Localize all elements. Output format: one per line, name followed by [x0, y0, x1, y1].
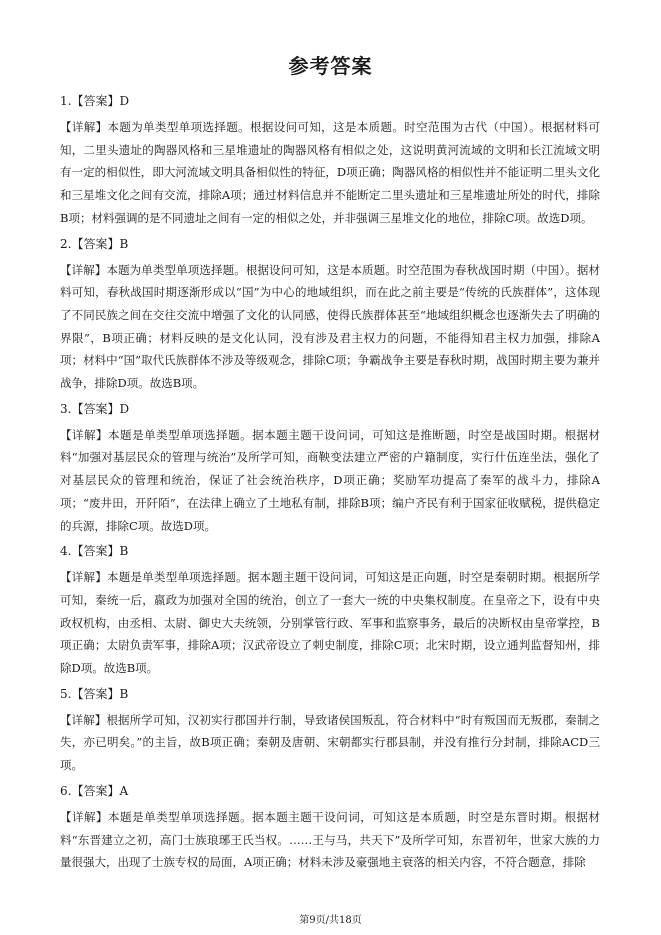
answer-3-explanation: 【详解】本题是单类型单项选择题。据本题主题干设问词，可知这是推断题，时空是战国时期。根据材料“加强对基层民众的管理与统治”及所学可知，商鞅变法建立严密的户籍制度，实行什伍连坐法，强化了对基层民众的管理和统治，保证了社会统治秩序，D项正确；奖励军功提高了秦军的战斗力，排除A项；“废井田，开阡陌”，在法律上确立了土地私有制，排除B项；编户齐民有利于国家征收赋税，提供稳定的兵源，排除C项。故选D项。: [60, 427, 600, 533]
answer-1-label: 1.【答案】D: [60, 94, 130, 108]
answer-5-label: 5.【答案】B: [60, 686, 129, 701]
page-number-footer: 第9页/共18页: [299, 915, 362, 926]
answer-2-label: 2.【答案】B: [60, 236, 129, 251]
answer-3-label: 3.【答案】D: [60, 401, 130, 416]
answer-list: [60, 92, 600, 879]
answer-4-explanation: 【详解】本题是单类型单项选择题。据本题主题干设问词，可知这是正向题，时空是秦朝时期。根据所学可知，秦统一后，嬴政为加强对全国的统治，创立了一套大一统的中央集权制度。在皇帝之下，设有中央政权机构，由丞相、太尉、御史大夫统领，分别掌管行政、军事和监察事务，最后的决断权由皇帝掌控，B项正确；太尉负责军事，排除A项；汉武帝设立了刺史制度，排除C项；北宋时期，设立通判监督知州，排除D项。故选B项。: [60, 570, 600, 676]
page-title: 参考答案: [288, 54, 373, 78]
answer-1-explanation: 【详解】本题为单类型单项选择题。根据设问可知，这是本质题。时空范围为古代（中国）。根据材料可知，二里头遗址的陶器风格和三星堆遗址的陶器风格有相似之处，这说明黄河流域的文明和长江流域文明有一定的相似性，即大河流域文明具备相似性的特征，D项正确；陶器风格的相似性并不能证明二里头文化和三星堆文化之间有交流，排除A项；通过材料信息并不能断定二里头遗址和三星堆遗址所处的时代，排除B项；材料强调的是不同遗址之间有一定的相似之处，并非强调三星堆文化的地位，排除C项。故选D项。: [60, 120, 600, 225]
answer-4-label: 4.【答案】B: [60, 544, 129, 559]
answer-6-explanation: 【详解】本题是单类型单项选择题。据本题主题干设问词，可知这是本质题，时空是东晋时期。根据材料“东晋建立之初，高门士族琅琊王氏当权。……王与马，共天下”及所学可知，东晋初年，世家大族的力量很强大，出现了士族专权的局面，A项正确；材料未涉及豪强地主衰落的相关内容，不符合题意，排除: [60, 809, 600, 870]
answer-2-explanation: 【详解】本题为单类型单项选择题。根据设问可知，这是本质题。时空范围为春秋战国时期（中国）。据材料可知，春秋战国时期逐渐形成以“国”为中心的地域组织，而在此之前主要是“传统的氏族群体”，这体现了不同民族之间在交往交流中增强了文化的认同感，使得氏族群体甚至“地域组织概念也逐渐失去了明确的界限”，B项正确；材料反映的是文化认同，没有涉及君主权力的问题，不能得知君主权力加强，排除A项；材料中“国”取代氏族群体不涉及等级观念，排除C项；争霸战争主要是春秋时期，战国时期主要为兼并战争，排除D项。故选B项。: [60, 262, 600, 391]
answer-6-label: 6.【答案】A: [60, 783, 129, 798]
answer-5-explanation: 【详解】根据所学可知，汉初实行郡国并行制，导致诸侯国叛乱，符合材料中“时有叛国而无叛郡，秦制之失，亦已明矣。”的主旨，故B项正确；秦朝及唐朝、宋朝都实行郡县制，并没有推行分封制，排除ACD三项。: [60, 712, 600, 773]
